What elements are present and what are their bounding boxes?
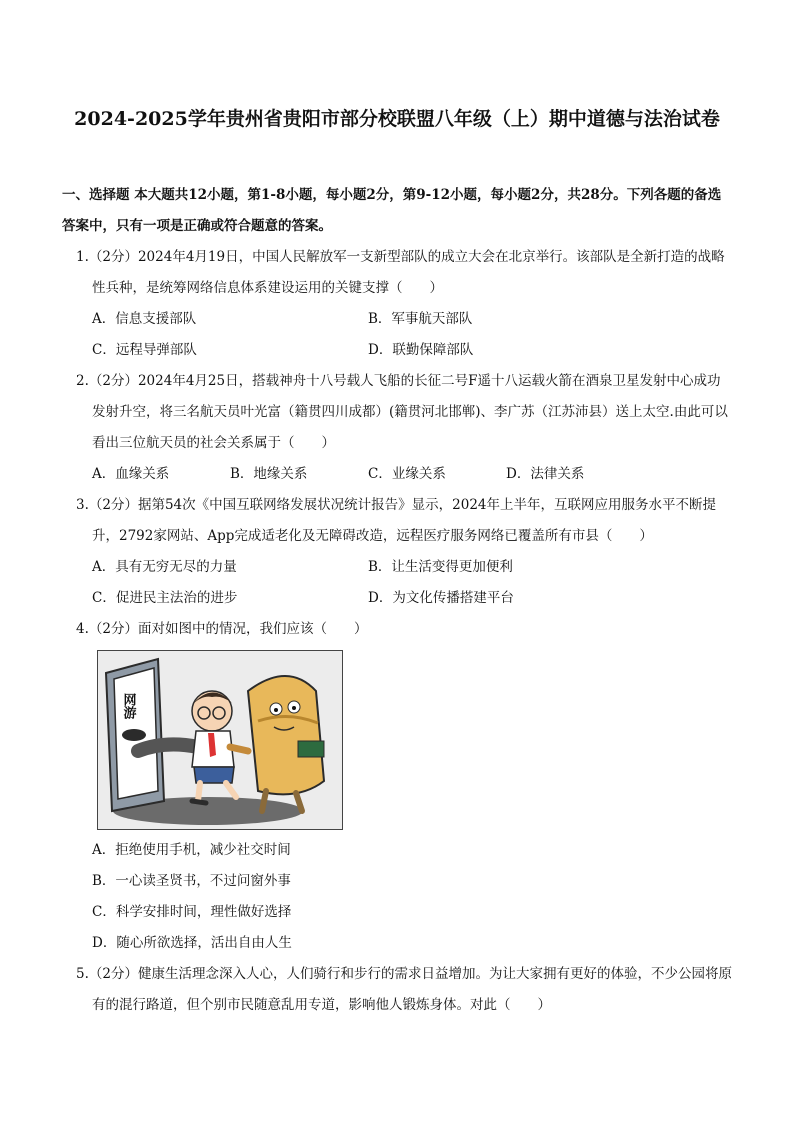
cartoon-illustration: [98, 651, 342, 829]
question-stem: 5.（2分）健康生活理念深入人心，人们骑行和步行的需求日益增加。为让大家拥有更好的体验，不少公园将原有的混行路道，但个别市民随意乱用专道，影响他人锻炼身体。对此（ ）: [76, 966, 732, 1013]
question-2: [76, 366, 732, 459]
question-4: [76, 614, 732, 645]
section-instructions: 一、选择题 本大题共12小题，第1-8小题，每小题2分，第9-12小题，每小题2分，共28分。下列各题的备选答案中，只有一项是正确或符合题意的答案。: [62, 187, 722, 234]
option-a: A．拒绝使用手机，减少社交时间: [92, 842, 291, 858]
monitor-label: 网游: [120, 693, 136, 719]
option-d: D．法律关系: [506, 466, 585, 482]
question-stem: 4.（2分）面对如图中的情况，我们应该（ ）: [76, 621, 368, 637]
option-c: C．科学安排时间，理性做好选择: [92, 904, 292, 920]
question-stem: 1.（2分）2024年4月19日，中国人民解放军一支新型部队的成立大会在北京举行。该部队是全新打造的战略性兵种，是统筹网络信息体系建设运用的关键支撑（ ）: [76, 249, 725, 296]
option-c: C．远程导弹部队: [92, 342, 197, 358]
option-c: C．业缘关系: [368, 466, 446, 482]
page-title: 2024-2025学年贵州省贵阳市部分校联盟八年级（上）期中道德与法治试卷: [74, 108, 720, 130]
option-a: A．信息支援部队: [92, 311, 197, 327]
question-3-options: [92, 552, 722, 614]
option-d: D．随心所欲选择，活出自由人生: [92, 935, 292, 951]
option-d: D．为文化传播搭建平台: [368, 590, 514, 606]
option-b: B．地缘关系: [230, 466, 308, 482]
option-d: D．联勤保障部队: [368, 342, 474, 358]
option-b: B．一心读圣贤书，不过问窗外事: [92, 873, 291, 889]
question-2-options: [92, 459, 722, 490]
option-a: A．血缘关系: [92, 466, 170, 482]
question-stem: 2.（2分）2024年4月25日，搭载神舟十八号载人飞船的长征二号F遥十八运载火箭在酒泉卫星发射中心成功发射升空，将三名航天员叶光富（籍贯四川成都）(籍贯河北邯郸)、李广苏（江苏沛县）送上太空.由此可以看出三位航天员的社会关系属于（ ）: [76, 373, 728, 451]
backpack-character: [230, 676, 324, 811]
question-1-options: [92, 304, 722, 366]
option-a: A．具有无穷无尽的力量: [92, 559, 237, 575]
option-b: B．军事航天部队: [368, 311, 473, 327]
cartoon-figure: [97, 650, 343, 830]
question-4-options: [92, 835, 722, 959]
question-3: [76, 490, 732, 552]
option-b: B．让生活变得更加便利: [368, 559, 513, 575]
question-5: [76, 959, 732, 1021]
question-1: [76, 242, 732, 304]
monitor-character: [106, 659, 198, 811]
question-stem: 3.（2分）据第54次《中国互联网络发展状况统计报告》显示，2024年上半年，互联网应用服务水平不断提升，2792家网站、App完成适老化及无障碍改造，远程医疗服务网络已覆盖所有市县（ ）: [76, 497, 717, 544]
option-c: C．促进民主法治的进步: [92, 590, 238, 606]
